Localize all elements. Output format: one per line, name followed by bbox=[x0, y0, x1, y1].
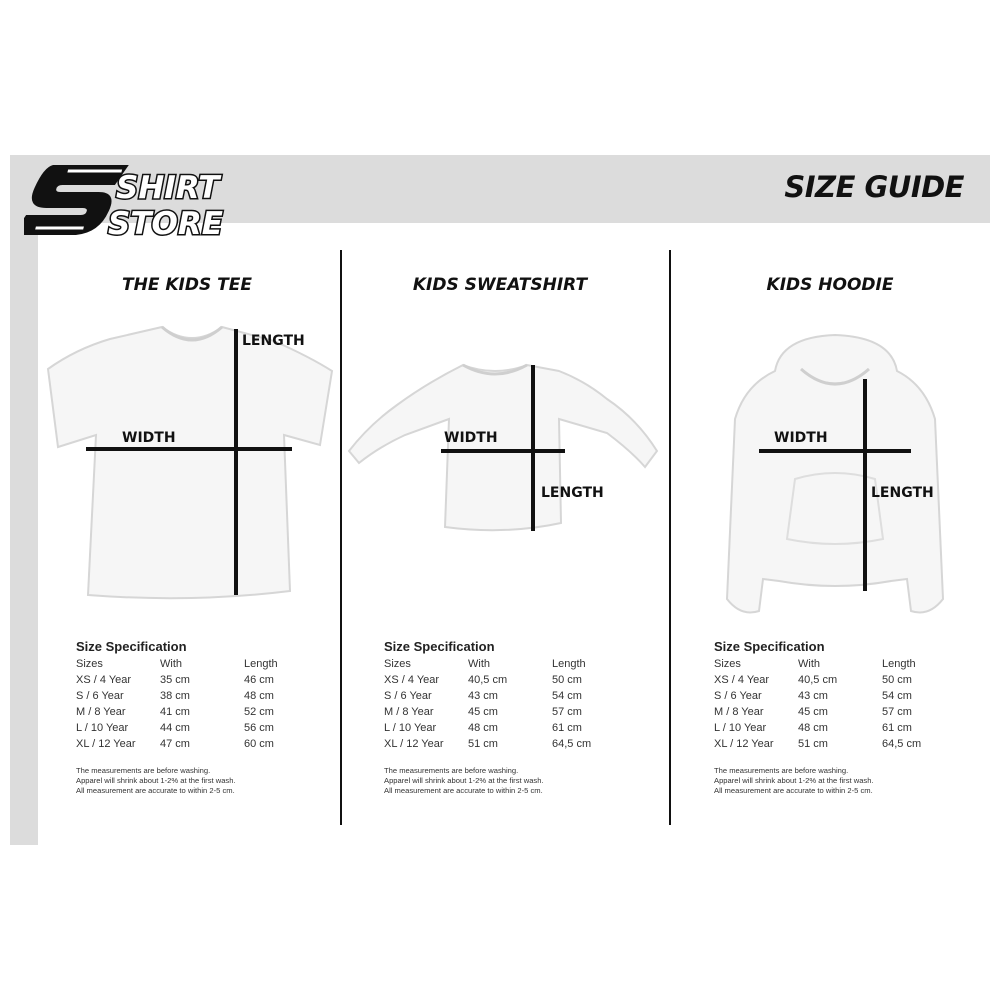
product-column-kids-tee bbox=[32, 223, 342, 843]
table-row bbox=[384, 736, 632, 752]
size-cell: S / 6 Year bbox=[76, 690, 124, 702]
product-column-kids-hoodie bbox=[675, 223, 985, 843]
length-cell: 61 cm bbox=[882, 722, 912, 734]
washing-notes bbox=[76, 766, 324, 796]
note-line: All measurement are accurate to within 2-5 cm. bbox=[714, 786, 873, 795]
size-cell: L / 10 Year bbox=[714, 722, 767, 734]
width-label: WIDTH bbox=[122, 430, 176, 446]
length-cell: 56 cm bbox=[244, 722, 274, 734]
tshirt-icon bbox=[42, 323, 342, 603]
length-cell: 57 cm bbox=[882, 706, 912, 718]
length-cell: 48 cm bbox=[244, 690, 274, 702]
length-cell: 46 cm bbox=[244, 674, 274, 686]
size-cell: XL / 12 Year bbox=[384, 738, 444, 750]
size-specification bbox=[714, 639, 962, 796]
length-cell: 60 cm bbox=[244, 738, 274, 750]
width-cell: 48 cm bbox=[468, 722, 498, 734]
length-cell: 54 cm bbox=[882, 690, 912, 702]
size-specification bbox=[384, 639, 632, 796]
table-row bbox=[384, 704, 632, 720]
table-row bbox=[76, 688, 324, 704]
width-cell: 44 cm bbox=[160, 722, 190, 734]
table-row bbox=[714, 704, 962, 720]
column-header: With bbox=[160, 658, 182, 670]
note-line: All measurement are accurate to within 2-5 cm. bbox=[76, 786, 235, 795]
width-cell: 47 cm bbox=[160, 738, 190, 750]
note-line: The measurements are before washing. bbox=[714, 766, 849, 775]
note-line: Apparel will shrink about 1-2% at the first wash. bbox=[384, 776, 544, 785]
width-cell: 51 cm bbox=[468, 738, 498, 750]
table-row bbox=[384, 720, 632, 736]
width-cell: 51 cm bbox=[798, 738, 828, 750]
width-cell: 48 cm bbox=[798, 722, 828, 734]
page-title: SIZE GUIDE bbox=[784, 170, 964, 204]
size-table bbox=[714, 656, 962, 752]
table-row bbox=[76, 672, 324, 688]
product-title: THE KIDS TEE bbox=[122, 275, 252, 295]
length-cell: 61 cm bbox=[552, 722, 582, 734]
size-cell: XS / 4 Year bbox=[714, 674, 770, 686]
hoodie-icon bbox=[715, 329, 955, 619]
width-cell: 35 cm bbox=[160, 674, 190, 686]
product-title: KIDS SWEATSHIRT bbox=[412, 275, 588, 295]
width-cell: 40,5 cm bbox=[468, 674, 508, 686]
table-row bbox=[384, 688, 632, 704]
length-cell: 57 cm bbox=[552, 706, 582, 718]
size-table bbox=[76, 656, 324, 752]
size-cell: XL / 12 Year bbox=[714, 738, 774, 750]
sweatshirt-icon bbox=[345, 359, 665, 539]
size-cell: M / 8 Year bbox=[76, 706, 126, 718]
table-row bbox=[76, 704, 324, 720]
washing-notes bbox=[384, 766, 632, 796]
table-row bbox=[714, 736, 962, 752]
length-cell: 64,5 cm bbox=[882, 738, 922, 750]
size-cell: XS / 4 Year bbox=[76, 674, 132, 686]
table-row bbox=[76, 736, 324, 752]
width-cell: 40,5 cm bbox=[798, 674, 838, 686]
size-cell: L / 10 Year bbox=[384, 722, 437, 734]
length-cell: 64,5 cm bbox=[552, 738, 592, 750]
size-cell: S / 6 Year bbox=[384, 690, 432, 702]
column-header: Sizes bbox=[76, 658, 103, 670]
washing-notes bbox=[714, 766, 962, 796]
width-cell: 38 cm bbox=[160, 690, 190, 702]
width-label: WIDTH bbox=[444, 430, 498, 446]
size-table bbox=[384, 656, 632, 752]
table-header-row bbox=[714, 656, 962, 672]
width-cell: 43 cm bbox=[468, 690, 498, 702]
width-label: WIDTH bbox=[774, 430, 828, 446]
logo-line2: STORE bbox=[108, 206, 223, 242]
length-label: LENGTH bbox=[242, 333, 305, 349]
spec-title: Size Specification bbox=[76, 639, 187, 654]
column-header: With bbox=[468, 658, 490, 670]
width-cell: 43 cm bbox=[798, 690, 828, 702]
product-column-kids-sweatshirt bbox=[345, 223, 655, 843]
table-row bbox=[76, 720, 324, 736]
table-row bbox=[384, 672, 632, 688]
column-header: Sizes bbox=[714, 658, 741, 670]
spec-title: Size Specification bbox=[384, 639, 495, 654]
product-title: KIDS HOODIE bbox=[766, 275, 894, 295]
length-label: LENGTH bbox=[871, 485, 934, 501]
note-line: All measurement are accurate to within 2-5 cm. bbox=[384, 786, 543, 795]
table-header-row bbox=[76, 656, 324, 672]
column-header: Sizes bbox=[384, 658, 411, 670]
note-line: The measurements are before washing. bbox=[384, 766, 519, 775]
column-header: Length bbox=[882, 658, 916, 670]
width-cell: 45 cm bbox=[798, 706, 828, 718]
length-cell: 50 cm bbox=[552, 674, 582, 686]
size-cell: L / 10 Year bbox=[76, 722, 129, 734]
length-cell: 52 cm bbox=[244, 706, 274, 718]
length-cell: 54 cm bbox=[552, 690, 582, 702]
size-cell: XS / 4 Year bbox=[384, 674, 440, 686]
column-header: Length bbox=[244, 658, 278, 670]
table-row bbox=[714, 688, 962, 704]
note-line: Apparel will shrink about 1-2% at the first wash. bbox=[76, 776, 236, 785]
size-cell: M / 8 Year bbox=[384, 706, 434, 718]
note-line: The measurements are before washing. bbox=[76, 766, 211, 775]
column-header: Length bbox=[552, 658, 586, 670]
spec-title: Size Specification bbox=[714, 639, 825, 654]
size-cell: S / 6 Year bbox=[714, 690, 762, 702]
logo-line1: SHIRT bbox=[116, 170, 220, 206]
table-header-row bbox=[384, 656, 632, 672]
size-cell: M / 8 Year bbox=[714, 706, 764, 718]
length-cell: 50 cm bbox=[882, 674, 912, 686]
width-cell: 41 cm bbox=[160, 706, 190, 718]
table-row bbox=[714, 672, 962, 688]
length-label: LENGTH bbox=[541, 485, 604, 501]
size-specification bbox=[76, 639, 324, 796]
size-cell: XL / 12 Year bbox=[76, 738, 136, 750]
width-cell: 45 cm bbox=[468, 706, 498, 718]
column-divider bbox=[669, 250, 671, 825]
column-header: With bbox=[798, 658, 820, 670]
note-line: Apparel will shrink about 1-2% at the first wash. bbox=[714, 776, 874, 785]
table-row bbox=[714, 720, 962, 736]
